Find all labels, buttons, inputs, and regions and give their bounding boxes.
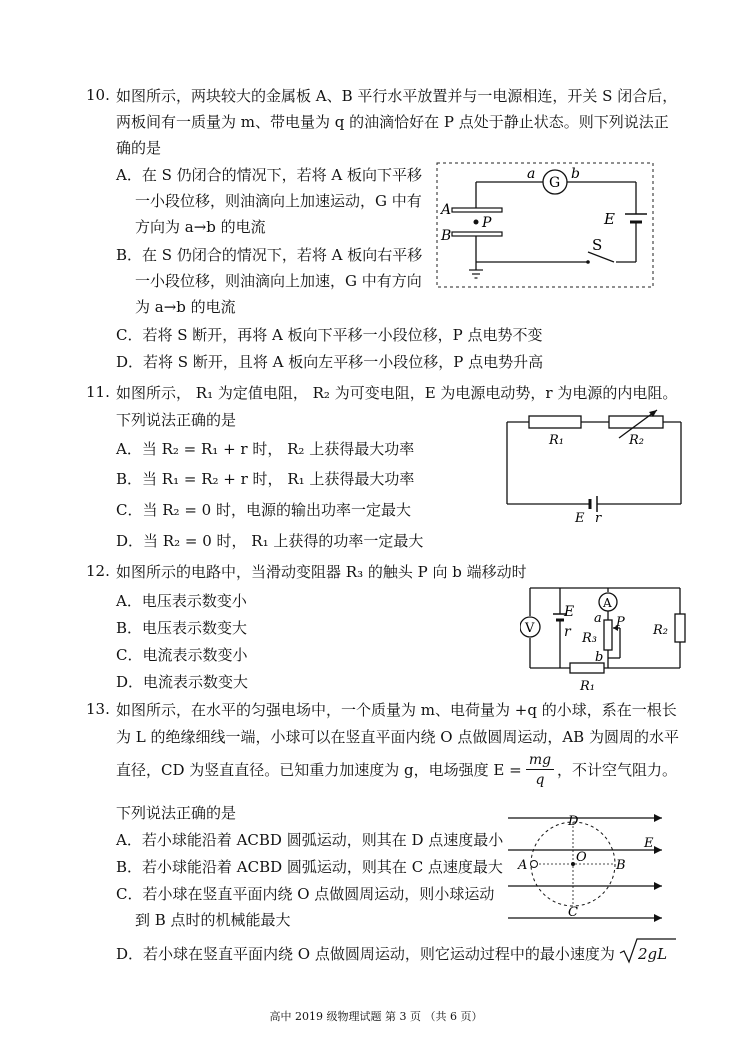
label-p: P: [616, 615, 625, 630]
q13-option-d: D．若小球在竖直平面内绕 O 点做圆周运动，则它运动过程中的最小速度为: [116, 945, 615, 963]
label-d: D: [568, 814, 579, 829]
q12-circuit-figure: [520, 578, 700, 693]
label-plate-a: A: [441, 202, 452, 218]
center-o-icon: [571, 862, 575, 866]
q13-stem-line3b: ，不计空气阻力。: [557, 761, 678, 779]
q11-number: 11.: [86, 383, 110, 401]
q11-stem-line1: 如图所示， R₁ 为定值电阻， R₂ 为可变电阻，E 为电源电动势，r 为电源的内电阻。: [116, 384, 678, 402]
q10-stem-line1: 如图所示，两块较大的金属板 A、B 平行水平放置并与一电源相连，开关 S 闭合后，: [116, 87, 678, 105]
q10-option-a-line3: 方向为 a→b 的电流: [135, 218, 266, 236]
plate-b-icon: [452, 232, 502, 236]
q13-option-d-sqrt-value: 2gL: [638, 945, 668, 963]
q11-option-d: D．当 R₂ = 0 时， R₁ 上获得的功率一定最大: [116, 532, 424, 550]
q10-option-c: C．若将 S 断开，再将 A 板向下平移一小段位移，P 点电势不变: [116, 326, 543, 344]
q10-option-b-line2: 一小段位移，则油滴向上加速，G 中有方向: [135, 272, 422, 290]
q11-option-a: A．当 R₂ = R₁ + r 时， R₂ 上获得最大功率: [116, 440, 415, 458]
q10-number: 10.: [86, 86, 110, 104]
q11-option-b: B．当 R₁ = R₂ + r 时， R₁ 上获得最大功率: [116, 470, 415, 488]
page-footer: 高中 2019 级物理试题 第 3 页 （共 6 页）: [269, 1010, 483, 1023]
label-plate-b: B: [441, 228, 452, 244]
q11-circuit-figure: [505, 408, 685, 530]
label-r: r: [595, 511, 602, 526]
q13-option-c-line1: C．若小球在竖直平面内绕 O 点做圆周运动，则小球运动: [116, 885, 495, 903]
q12-option-c: C．电流表示数变小: [116, 646, 248, 664]
label-b-end: b: [595, 650, 604, 665]
q10-option-b-line1: B．在 S 仍闭合的情况下，若将 A 板向右平移: [116, 246, 423, 264]
label-p: P: [482, 215, 492, 231]
label-e: E: [604, 210, 615, 228]
label-e: E: [575, 511, 585, 526]
resistor-r2-icon: [675, 614, 685, 642]
label-a: A: [518, 858, 528, 873]
label-e: E: [644, 836, 654, 851]
label-a-end: a: [594, 611, 602, 626]
q10-option-d: D．若将 S 断开，且将 A 板向左平移一小段位移，P 点电势升高: [116, 353, 544, 371]
q13-field-figure: [506, 808, 666, 928]
q12-option-b: B．电压表示数变大: [116, 619, 248, 637]
q10-option-a-line2: 一小段位移，则油滴向上加速运动，G 中有: [135, 192, 422, 210]
q13-option-a: A．若小球能沿着 ACBD 圆弧运动，则其在 D 点速度最小: [116, 831, 504, 849]
q13-stem-line2: 为 L 的绝缘细线一端，小球可以在竖直平面内绕 O 点做圆周运动，AB 为圆周的水平: [116, 728, 679, 746]
q10-option-a-line1: A．在 S 仍闭合的情况下，若将 A 板向下平移: [116, 166, 423, 184]
plate-a-icon: [452, 208, 502, 212]
label-b: b: [571, 166, 580, 182]
q11-stem-line2: 下列说法正确的是: [116, 411, 237, 429]
q13-stem-line4: 下列说法正确的是: [116, 804, 237, 822]
resistor-r1-icon: [529, 416, 581, 428]
q13-fraction-numerator: mg: [526, 751, 554, 770]
q11-option-c: C．当 R₂ = 0 时，电源的输出功率一定最大: [116, 501, 411, 519]
label-r2: R₂: [653, 623, 668, 638]
q13-fraction-denominator: q: [535, 772, 545, 788]
q13-stem-line1: 如图所示，在水平的匀强电场中，一个质量为 m、电荷量为 +q 的小球，系在一根长: [116, 701, 677, 719]
label-s: S: [592, 236, 603, 254]
label-g: G: [549, 175, 561, 191]
ball-icon: [531, 861, 538, 868]
q10-circuit-figure: [436, 162, 656, 290]
oil-drop-icon: [474, 220, 479, 225]
rheostat-r3-icon: [604, 620, 612, 650]
q10-option-b-line3: 为 a→b 的电流: [135, 298, 236, 316]
label-c: C: [568, 905, 578, 920]
q12-number: 12.: [86, 562, 110, 580]
label-r2: R₂: [629, 433, 644, 448]
label-r1: R₁: [580, 679, 595, 693]
q13-stem-line3a: 直径，CD 为竖直直径。已知重力加速度为 g，电场强度 E =: [116, 761, 522, 779]
label-r3: R₃: [582, 631, 597, 646]
q12-option-a: A．电压表示数变小: [116, 592, 247, 610]
label-e: E: [564, 604, 575, 620]
q13-option-c-line2: 到 B 点时的机械能最大: [135, 911, 291, 929]
q10-stem-line2: 两板间有一质量为 m、带电量为 q 的油滴恰好在 P 点处于静止状态。则下列说法正: [116, 113, 669, 131]
q12-option-d: D．电流表示数变大: [116, 673, 249, 691]
label-a: a: [527, 166, 536, 182]
label-b: B: [616, 858, 626, 873]
label-o: O: [576, 850, 587, 865]
q12-stem: 如图所示的电路中，当滑动变阻器 R₃ 的触头 P 向 b 端移动时: [116, 563, 527, 581]
label-r1: R₁: [549, 433, 564, 448]
q10-stem-line3: 确的是: [116, 139, 162, 157]
q13-option-b: B．若小球能沿着 ACBD 圆弧运动，则其在 C 点速度最大: [116, 858, 503, 876]
label-a-meter: A: [603, 596, 612, 610]
label-v: V: [525, 621, 535, 636]
label-r: r: [564, 624, 571, 640]
q13-number: 13.: [86, 700, 110, 718]
